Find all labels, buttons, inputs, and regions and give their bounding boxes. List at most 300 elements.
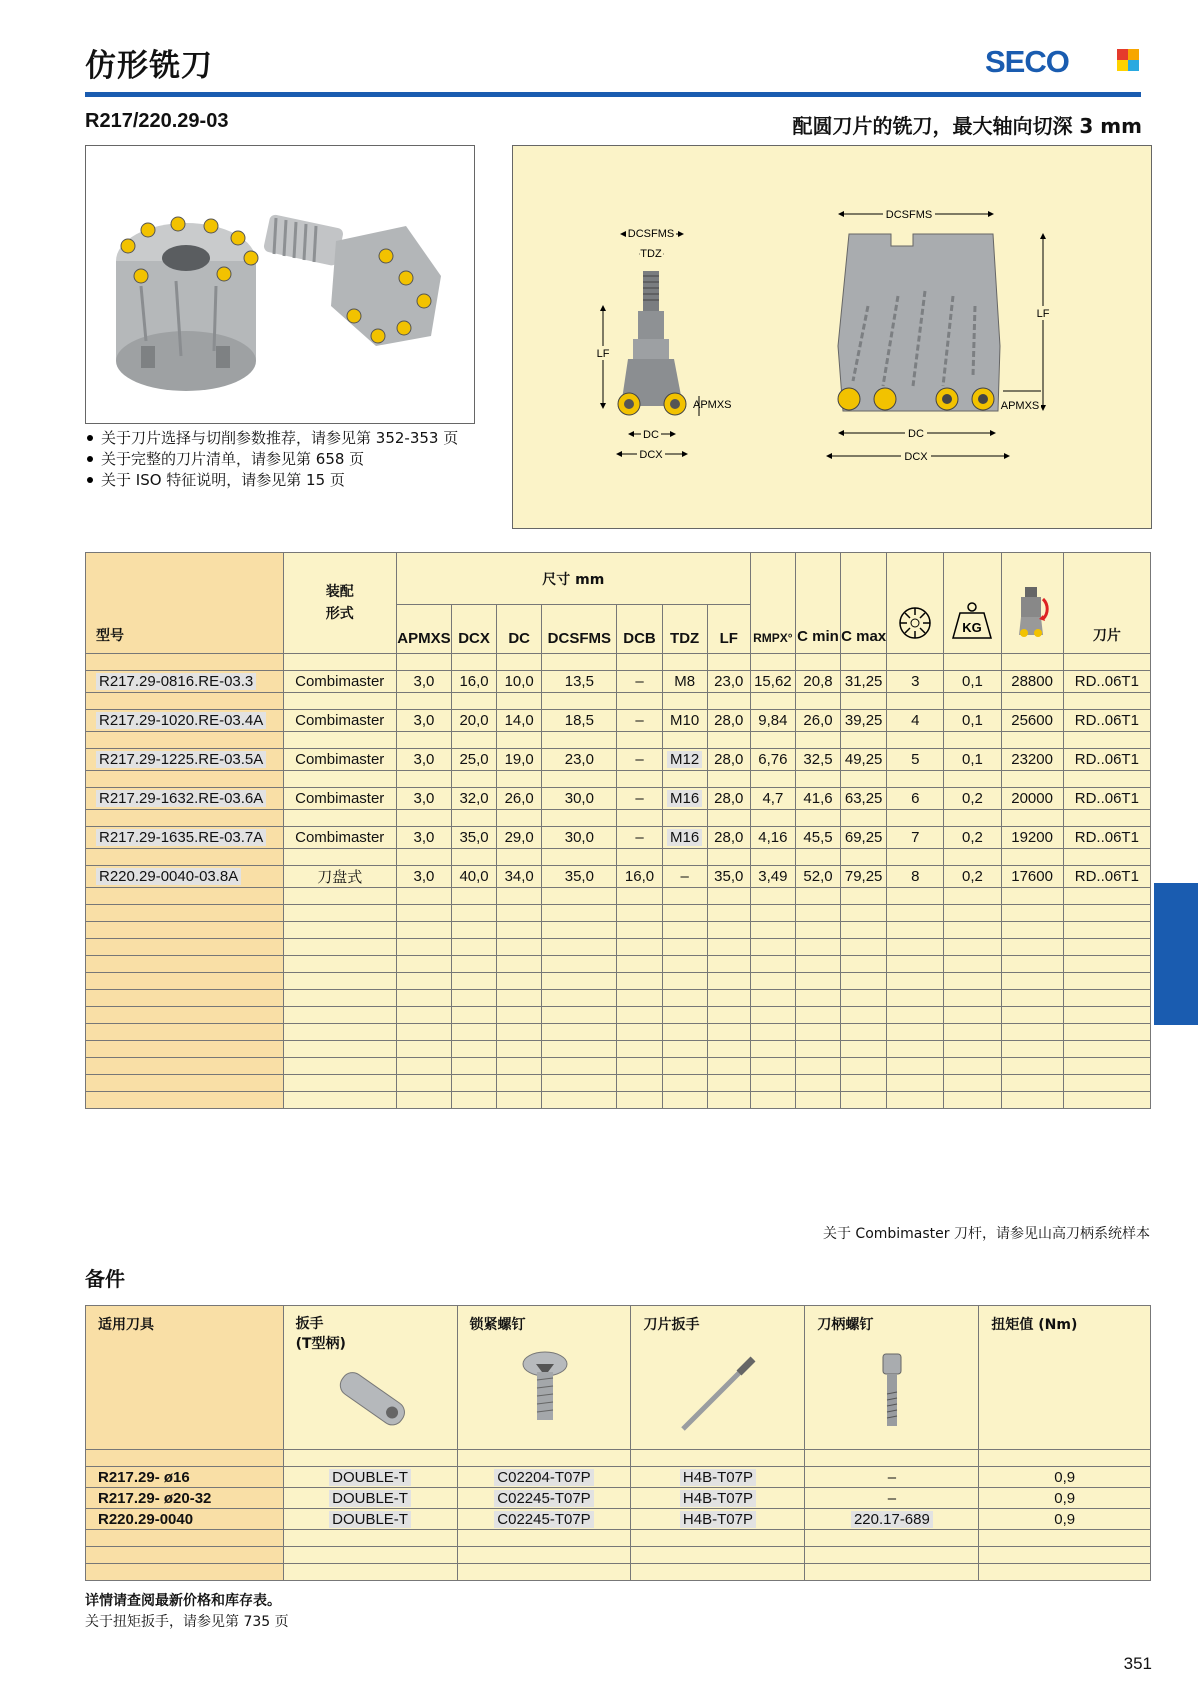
table-spacer-row: [86, 922, 1151, 939]
cell-rmpx-text: 15,62: [754, 673, 792, 690]
cell-kg: [944, 788, 1001, 810]
cell-mount-text: Combimaster: [295, 751, 385, 768]
cell-arbor-text: –: [887, 1468, 897, 1486]
cell-rmpx: [750, 671, 795, 693]
cell-rpm-text: 28800: [1011, 673, 1053, 690]
dimension-diagram: [513, 146, 1151, 528]
cell-z: [887, 749, 944, 771]
cell-rmpx-text: 4,16: [758, 829, 788, 846]
acc-header-torque: 扭矩值 (Nm): [979, 1306, 1151, 1450]
cell-apmxs-text: 3,0: [413, 673, 435, 690]
table-row: [86, 866, 1151, 888]
cell-torque-text: 0,9: [1054, 1510, 1076, 1528]
cell-kg-text: 0,1: [962, 673, 983, 690]
table-row: [86, 710, 1151, 732]
locking-screw-icon: [470, 1334, 620, 1434]
dim-label-dcsfms: DCSFMS: [627, 228, 675, 240]
cell-insert: [1063, 827, 1150, 849]
cell-dcx-text: 40,0: [459, 868, 489, 885]
cell-dc-text: 26,0: [504, 790, 534, 807]
cell-mount-text: Combimaster: [295, 712, 385, 729]
cell-screw-text: C02245-T07P: [494, 1490, 593, 1507]
cell-apmxs: [396, 749, 451, 771]
cell-insert-text: RD..06T1: [1074, 712, 1139, 729]
cell-model: [86, 788, 284, 810]
cell-dcx: [452, 788, 497, 810]
cell-dc-text: 19,0: [504, 751, 534, 768]
header-rule: [85, 92, 1141, 97]
notes-list: [85, 428, 458, 491]
cell-key: [631, 1509, 805, 1530]
cell-apmxs: [396, 788, 451, 810]
col-header-apmxs: APMXS: [396, 605, 451, 654]
cell-lf: [707, 866, 750, 888]
cell-mount: [283, 788, 396, 810]
cell-tdz: [662, 749, 707, 771]
table-spacer-row: [86, 1075, 1151, 1092]
cell-tool-text: R220.29-0040: [98, 1510, 194, 1528]
cell-dcb-text: –: [635, 712, 644, 729]
cell-lf-text: 28,0: [714, 751, 744, 768]
table-spacer-row: [86, 1007, 1151, 1024]
cell-rmpx-text: 4,7: [762, 790, 784, 807]
cell-rpm-text: 19200: [1011, 829, 1053, 846]
cell-arbor: [805, 1488, 979, 1509]
table-spacer-row: [86, 1450, 1151, 1467]
cell-cmin-text: 20,8: [803, 673, 833, 690]
cell-dcb-text: –: [635, 673, 644, 690]
cell-dc: [497, 749, 542, 771]
cell-key: [631, 1488, 805, 1509]
cell-tdz: [662, 710, 707, 732]
cell-wrench: [283, 1467, 457, 1488]
col-header-cmax: C max: [841, 553, 887, 654]
cell-cmin-text: 45,5: [803, 829, 833, 846]
cell-screw-text: C02245-T07P: [494, 1511, 593, 1528]
cell-cmin: [795, 671, 840, 693]
cell-rmpx: [750, 827, 795, 849]
cell-dcsfms: [542, 671, 617, 693]
cell-kg: [944, 749, 1001, 771]
cell-dcsfms: [542, 827, 617, 849]
cell-dc-text: 29,0: [504, 829, 534, 846]
cell-z: [887, 671, 944, 693]
table-spacer-row: [86, 1041, 1151, 1058]
footer-line-2: 关于扭矩扳手，请参见第 735 页: [85, 1614, 289, 1630]
cell-mount: [283, 749, 396, 771]
cell-wrench-text: DOUBLE-T: [329, 1469, 411, 1486]
cell-dcx: [452, 749, 497, 771]
cell-insert-text: RD..06T1: [1074, 751, 1139, 768]
cell-z-text: 6: [911, 790, 920, 807]
page-number: 351: [1123, 1654, 1152, 1673]
product-code: R217/220.29-03: [85, 110, 229, 132]
insert-key-icon: [643, 1334, 793, 1434]
cell-dc: [497, 710, 542, 732]
cell-lf: [707, 749, 750, 771]
cell-tdz-text: –: [680, 868, 689, 885]
combimaster-note: 关于 Combimaster 刀杆，请参见山高刀柄系统样本: [822, 1226, 1150, 1242]
cell-kg: [944, 671, 1001, 693]
cell-screw: [457, 1488, 631, 1509]
acc-header-arbor-screw: [805, 1306, 979, 1450]
cell-tdz-text: M10: [670, 712, 700, 729]
cell-model-text: R217.29-1635.RE-03.7A: [96, 829, 266, 846]
col-header-insert: 刀片: [1063, 553, 1150, 654]
cell-apmxs: [396, 866, 451, 888]
cell-key-text: H4B-T07P: [680, 1490, 756, 1507]
cell-z-text: 3: [911, 673, 920, 690]
cell-dc-text: 34,0: [504, 868, 534, 885]
cell-cmax: [841, 671, 887, 693]
dim-label-tdz: TDZ: [640, 248, 662, 260]
cell-z: [887, 788, 944, 810]
t-handle-wrench-icon: [296, 1354, 446, 1444]
cell-tool-text: R217.29- ø20-32: [98, 1489, 212, 1507]
dim-label-lf: LF: [596, 348, 610, 360]
cell-dcsfms: [542, 788, 617, 810]
cell-kg-text: 0,2: [962, 868, 983, 885]
table-spacer-row: [86, 1092, 1151, 1109]
cell-key-text: H4B-T07P: [680, 1469, 756, 1486]
cell-dcb-text: –: [635, 790, 644, 807]
cell-cmin-text: 26,0: [803, 712, 833, 729]
cell-model: [86, 749, 284, 771]
cell-rpm: [1001, 671, 1063, 693]
cell-wrench-text: DOUBLE-T: [329, 1511, 411, 1528]
cell-dcx-text: 25,0: [459, 751, 489, 768]
cell-arbor-text: 220.17-689: [851, 1511, 933, 1528]
cell-apmxs-text: 3,0: [413, 790, 435, 807]
cell-rpm: [1001, 710, 1063, 732]
arbor-screw-icon: [817, 1334, 967, 1434]
col-header-rmpx: RMPX°: [750, 553, 795, 654]
cell-z-text: 5: [911, 751, 920, 768]
cutter-photo-illustration: [86, 146, 474, 423]
table-spacer-row: [86, 1564, 1151, 1581]
acc-header-wrench: [283, 1306, 457, 1450]
cell-cmax: [841, 866, 887, 888]
rpm-icon: [1001, 553, 1063, 654]
cell-tdz-text: M16: [667, 829, 702, 846]
cell-lf: [707, 827, 750, 849]
cell-tdz-text: M16: [667, 790, 702, 807]
cell-torque-text: 0,9: [1054, 1489, 1076, 1507]
cell-rpm: [1001, 827, 1063, 849]
cell-dcb-text: –: [635, 751, 644, 768]
cell-rmpx-text: 9,84: [758, 712, 788, 729]
cell-torque: [979, 1488, 1151, 1509]
cell-dcsfms-text: 35,0: [564, 868, 594, 885]
table-spacer-row: [86, 939, 1151, 956]
cell-apmxs: [396, 827, 451, 849]
table-spacer-row: [86, 990, 1151, 1007]
cell-rpm: [1001, 788, 1063, 810]
cell-rpm: [1001, 749, 1063, 771]
teeth-icon: [887, 553, 944, 654]
cell-dcx: [452, 866, 497, 888]
note-item: [85, 470, 458, 491]
cell-dcb: [617, 827, 662, 849]
cell-cmin-text: 32,5: [803, 751, 833, 768]
cell-cmax: [841, 827, 887, 849]
cell-wrench: [283, 1509, 457, 1530]
cell-cmax-text: 31,25: [844, 673, 883, 690]
cell-wrench-text: DOUBLE-T: [329, 1490, 411, 1507]
cell-dc: [497, 671, 542, 693]
seco-logo-mark: [1117, 49, 1139, 71]
cell-kg-text: 0,2: [962, 829, 983, 846]
note-text: 关于 ISO 特征说明，请参见第 15 页: [101, 471, 345, 489]
table-spacer-row: [86, 732, 1151, 749]
cell-rpm-text: 20000: [1011, 790, 1053, 807]
dim-label-dcx: DCX: [904, 451, 928, 463]
cell-mount: [283, 866, 396, 888]
cell-insert: [1063, 749, 1150, 771]
table-row: [86, 827, 1151, 849]
accessories-table: [85, 1305, 1151, 1581]
table-row: [86, 671, 1151, 693]
cell-dc-text: 10,0: [504, 673, 534, 690]
cell-dcb-text: –: [635, 829, 644, 846]
table-spacer-row: [86, 1058, 1151, 1075]
table-spacer-row: [86, 771, 1151, 788]
cell-rmpx: [750, 710, 795, 732]
cell-tdz: [662, 671, 707, 693]
cell-model-text: R217.29-1020.RE-03.4A: [96, 712, 266, 729]
table-spacer-row: [86, 905, 1151, 922]
cell-key-text: H4B-T07P: [680, 1511, 756, 1528]
cell-lf-text: 28,0: [714, 712, 744, 729]
note-text: 关于完整的刀片清单，请参见第 658 页: [101, 450, 365, 468]
cell-kg-text: 0,1: [962, 712, 983, 729]
dim-label-apmxs: APMXS: [1000, 400, 1040, 412]
col-header-dcx: DCX: [452, 605, 497, 654]
note-text: 关于刀片选择与切削参数推荐，请参见第 352-353 页: [101, 429, 459, 447]
cell-rmpx-text: 6,76: [758, 751, 788, 768]
cell-arbor-text: –: [887, 1489, 897, 1507]
accessories-title: 备件: [85, 1267, 125, 1291]
acc-header-key-label: 刀片扳手: [643, 1317, 700, 1333]
right-cutter-drawing: [827, 207, 1051, 463]
cell-kg-text: 0,1: [962, 751, 983, 768]
dim-label-lf: LF: [1036, 308, 1050, 320]
cell-dcb: [617, 710, 662, 732]
cell-dcb: [617, 788, 662, 810]
cell-lf-text: 28,0: [714, 829, 744, 846]
cell-lf-text: 35,0: [714, 868, 744, 885]
cell-lf: [707, 710, 750, 732]
note-item: [85, 449, 458, 470]
page-title: 仿形铣刀: [85, 48, 213, 84]
cell-dcsfms-text: 18,5: [564, 712, 594, 729]
cell-mount-text: Combimaster: [295, 790, 385, 807]
dim-label-dc: DC: [908, 428, 924, 440]
cell-dc: [497, 866, 542, 888]
cell-apmxs-text: 3,0: [413, 868, 435, 885]
cell-dcx-text: 32,0: [459, 790, 489, 807]
cell-tool: [86, 1488, 284, 1509]
dim-label-dcx: DCX: [639, 449, 663, 461]
table-spacer-row: [86, 1024, 1151, 1041]
cell-dcx-text: 35,0: [459, 829, 489, 846]
cell-dcx-text: 16,0: [459, 673, 489, 690]
col-header-dc: DC: [497, 605, 542, 654]
cell-tdz: [662, 788, 707, 810]
table-row: [86, 1509, 1151, 1530]
cell-dcb: [617, 671, 662, 693]
cell-rmpx: [750, 788, 795, 810]
acc-header-screw-label: 锁紧螺钉: [469, 1317, 526, 1333]
cell-rpm: [1001, 866, 1063, 888]
cell-dc: [497, 788, 542, 810]
cell-dcb: [617, 866, 662, 888]
cell-screw: [457, 1509, 631, 1530]
cell-kg-text: 0,2: [962, 790, 983, 807]
table-spacer-row: [86, 888, 1151, 905]
cell-insert: [1063, 710, 1150, 732]
seco-logo: SECO: [985, 44, 1069, 79]
col-header-dcb: DCB: [617, 605, 662, 654]
cell-dcb: [617, 749, 662, 771]
cell-z-text: 4: [911, 712, 920, 729]
cell-dcx: [452, 671, 497, 693]
dim-label-dcsfms: DCSFMS: [885, 209, 933, 221]
acc-header-key: [631, 1306, 805, 1450]
cell-screw: [457, 1467, 631, 1488]
cell-cmin: [795, 710, 840, 732]
cell-tdz-text: M8: [674, 673, 696, 690]
product-table: [85, 552, 1151, 1109]
cell-torque: [979, 1467, 1151, 1488]
cell-z: [887, 710, 944, 732]
col-header-lf: LF: [707, 605, 750, 654]
cell-model-text: R220.29-0040-03.8A: [96, 868, 241, 885]
cell-apmxs-text: 3,0: [413, 751, 435, 768]
cell-mount: [283, 827, 396, 849]
cell-apmxs-text: 3,0: [413, 829, 435, 846]
acc-header-screw: [457, 1306, 631, 1450]
cell-cmax-text: 49,25: [844, 751, 883, 768]
cell-dcsfms-text: 13,5: [564, 673, 594, 690]
col-header-model: 型号: [86, 553, 284, 654]
cell-cmin-text: 41,6: [803, 790, 833, 807]
cell-model: [86, 710, 284, 732]
cell-model: [86, 671, 284, 693]
cell-model-text: R217.29-0816.RE-03.3: [96, 673, 256, 690]
cell-screw-text: C02204-T07P: [494, 1469, 593, 1486]
cell-tdz: [662, 827, 707, 849]
cell-mount-text: Combimaster: [295, 829, 385, 846]
col-header-dcsfms: DCSFMS: [542, 605, 617, 654]
cell-model: [86, 827, 284, 849]
cell-dcsfms: [542, 749, 617, 771]
cell-dcb-text: 16,0: [624, 868, 655, 885]
table-row: [86, 1467, 1151, 1488]
cell-mount-text: 刀盘式: [317, 869, 363, 886]
cell-dcsfms-text: 30,0: [564, 829, 594, 846]
table-spacer-row: [86, 849, 1151, 866]
dim-label-dc: DC: [643, 429, 659, 441]
col-header-dimensions: 尺寸 mm: [396, 553, 750, 605]
note-item: [85, 428, 458, 449]
section-tab: [1154, 883, 1198, 1025]
cell-z: [887, 827, 944, 849]
cell-torque-text: 0,9: [1054, 1468, 1076, 1486]
cell-rpm-text: 25600: [1011, 712, 1053, 729]
cell-rpm-text: 17600: [1011, 868, 1053, 885]
cell-cmax: [841, 710, 887, 732]
cell-lf: [707, 788, 750, 810]
cell-cmax-text: 39,25: [844, 712, 883, 729]
cell-arbor: [805, 1509, 979, 1530]
cell-torque: [979, 1509, 1151, 1530]
table-spacer-row: [86, 810, 1151, 827]
cell-insert: [1063, 671, 1150, 693]
footer-line-1: 详情请查阅最新价格和库存表。: [85, 1593, 281, 1609]
table-spacer-row: [86, 1530, 1151, 1547]
cell-cmin: [795, 827, 840, 849]
acc-header-tool: 适用刀具: [86, 1306, 284, 1450]
cell-dc: [497, 827, 542, 849]
svg-text:KG: KG: [962, 620, 983, 635]
cell-rmpx-text: 3,49: [758, 868, 788, 885]
cell-dcsfms: [542, 710, 617, 732]
cell-apmxs: [396, 710, 451, 732]
cell-rmpx: [750, 866, 795, 888]
cell-z-text: 7: [911, 829, 920, 846]
cell-z-text: 8: [911, 868, 920, 885]
cell-mount: [283, 671, 396, 693]
col-header-cmin: C min: [795, 553, 840, 654]
footer-notes: [85, 1591, 289, 1633]
cell-lf-text: 28,0: [714, 790, 744, 807]
cell-lf-text: 23,0: [714, 673, 744, 690]
product-description: 配圆刀片的铣刀，最大轴向切深 3 mm: [792, 114, 1142, 138]
cell-kg: [944, 827, 1001, 849]
cell-apmxs: [396, 671, 451, 693]
left-cutter-drawing: [595, 226, 732, 461]
cell-cmax-text: 63,25: [844, 790, 883, 807]
cell-kg: [944, 710, 1001, 732]
cell-model-text: R217.29-1632.RE-03.6A: [96, 790, 266, 807]
cell-dcx-text: 20,0: [459, 712, 489, 729]
cell-cmin: [795, 749, 840, 771]
cell-cmax-text: 79,25: [844, 868, 883, 885]
technical-drawing: [512, 145, 1152, 529]
cell-dcx: [452, 827, 497, 849]
table-row: [86, 749, 1151, 771]
cell-insert-text: RD..06T1: [1074, 673, 1139, 690]
cell-lf: [707, 671, 750, 693]
cell-cmin: [795, 788, 840, 810]
weight-kg-icon: [944, 553, 1001, 654]
dim-label-apmxs: APMXS: [693, 399, 732, 411]
cell-tool: [86, 1509, 284, 1530]
table-spacer-row: [86, 654, 1151, 671]
cell-kg: [944, 866, 1001, 888]
col-header-tdz: TDZ: [662, 605, 707, 654]
cell-insert: [1063, 866, 1150, 888]
cell-dc-text: 14,0: [504, 712, 534, 729]
cell-cmax: [841, 749, 887, 771]
cell-model: [86, 866, 284, 888]
cell-tool-text: R217.29- ø16: [98, 1468, 190, 1486]
cell-mount-text: Combimaster: [295, 673, 385, 690]
cell-z: [887, 866, 944, 888]
cell-model-text: R217.29-1225.RE-03.5A: [96, 751, 266, 768]
table-spacer-row: [86, 956, 1151, 973]
